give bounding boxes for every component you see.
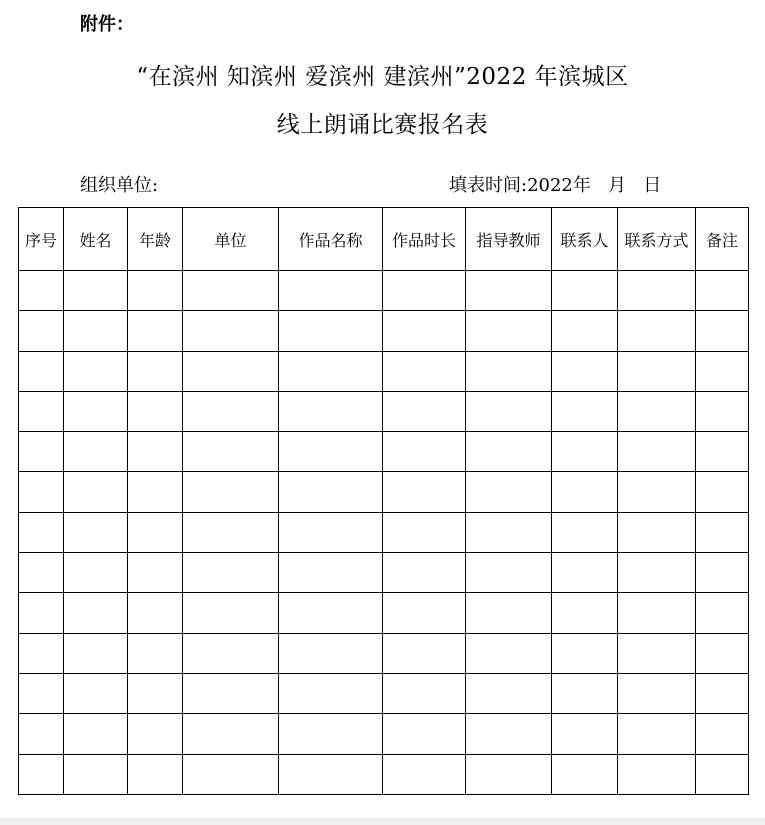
table-row (19, 311, 749, 351)
table-cell (279, 512, 383, 552)
table-cell (183, 714, 279, 754)
fill-time-label: 填表时间:2022年 月 日 (449, 175, 662, 196)
table-cell (279, 351, 383, 391)
table-cell (183, 593, 279, 633)
table-cell (128, 633, 183, 673)
table-cell (552, 673, 618, 713)
table-cell (618, 432, 696, 472)
table-cell (19, 512, 64, 552)
table-cell (279, 271, 383, 311)
table-cell (552, 553, 618, 593)
table-cell (183, 633, 279, 673)
table-header-row (19, 208, 749, 271)
table-cell (618, 472, 696, 512)
column-header-contact-person: 联系人 (552, 208, 618, 271)
table-cell (128, 432, 183, 472)
table-cell (128, 512, 183, 552)
table-cell (696, 754, 749, 794)
table-row (19, 391, 749, 431)
table-cell (64, 754, 128, 794)
table-cell (696, 714, 749, 754)
page-bottom-edge (0, 818, 765, 825)
table-row (19, 472, 749, 512)
table-cell (128, 271, 183, 311)
table-cell (19, 673, 64, 713)
table-cell (279, 472, 383, 512)
table-cell (128, 593, 183, 633)
table-cell (183, 432, 279, 472)
column-header-unit: 单位 (183, 208, 279, 271)
table-cell (552, 714, 618, 754)
table-cell (466, 673, 552, 713)
table-cell (19, 432, 64, 472)
table-cell (279, 673, 383, 713)
table-cell (279, 432, 383, 472)
table-cell (19, 271, 64, 311)
table-cell (279, 714, 383, 754)
table-cell (383, 472, 466, 512)
table-cell (466, 472, 552, 512)
table-row (19, 512, 749, 552)
table-cell (383, 271, 466, 311)
table-cell (466, 714, 552, 754)
table-cell (279, 593, 383, 633)
column-header-name: 姓名 (64, 208, 128, 271)
table-cell (552, 512, 618, 552)
column-header-work-duration: 作品时长 (383, 208, 466, 271)
table-cell (618, 673, 696, 713)
table-cell (64, 633, 128, 673)
table-cell (466, 754, 552, 794)
table-cell (183, 351, 279, 391)
table-cell (19, 593, 64, 633)
table-cell (552, 633, 618, 673)
table-cell (618, 633, 696, 673)
table-cell (279, 553, 383, 593)
table-cell (19, 754, 64, 794)
table-cell (383, 351, 466, 391)
table-row (19, 633, 749, 673)
table-cell (19, 391, 64, 431)
table-cell (618, 553, 696, 593)
table-cell (696, 271, 749, 311)
table-cell (64, 391, 128, 431)
table-cell (128, 714, 183, 754)
table-cell (696, 593, 749, 633)
table-cell (618, 714, 696, 754)
column-header-work-title: 作品名称 (279, 208, 383, 271)
table-cell (552, 472, 618, 512)
table-cell (19, 553, 64, 593)
table-cell (383, 553, 466, 593)
table-cell (466, 311, 552, 351)
table-row (19, 673, 749, 713)
table-cell (279, 311, 383, 351)
table-cell (183, 271, 279, 311)
table-cell (128, 391, 183, 431)
table-cell (618, 391, 696, 431)
table-cell (183, 553, 279, 593)
table-cell (183, 512, 279, 552)
table-cell (696, 673, 749, 713)
table-cell (466, 271, 552, 311)
table-cell (383, 633, 466, 673)
table-cell (19, 351, 64, 391)
table-cell (383, 432, 466, 472)
table-row (19, 553, 749, 593)
table-cell (64, 311, 128, 351)
table-cell (383, 391, 466, 431)
table-cell (552, 351, 618, 391)
table-cell (696, 432, 749, 472)
form-title-line-1: “在滨州 知滨州 爱滨州 建滨州”2022 年滨城区 (136, 64, 629, 90)
table-cell (64, 512, 128, 552)
table-cell (696, 391, 749, 431)
table-cell (618, 512, 696, 552)
table-cell (466, 432, 552, 472)
table-cell (552, 311, 618, 351)
table-row (19, 271, 749, 311)
table-cell (383, 714, 466, 754)
form-title-line-2: 线上朗诵比赛报名表 (276, 112, 489, 138)
table-cell (696, 472, 749, 512)
column-header-instructor: 指导教师 (466, 208, 552, 271)
table-cell (128, 553, 183, 593)
table-cell (279, 754, 383, 794)
table-cell (618, 593, 696, 633)
table-cell (383, 311, 466, 351)
table-row (19, 714, 749, 754)
table-cell (466, 593, 552, 633)
column-header-age: 年龄 (128, 208, 183, 271)
table-cell (64, 714, 128, 754)
table-cell (64, 432, 128, 472)
table-cell (618, 351, 696, 391)
table-cell (64, 351, 128, 391)
table-cell (552, 271, 618, 311)
table-cell (128, 472, 183, 512)
table-cell (552, 432, 618, 472)
table-cell (383, 593, 466, 633)
table-cell (19, 714, 64, 754)
table-cell (618, 271, 696, 311)
table-cell (383, 673, 466, 713)
table-cell (183, 391, 279, 431)
table-cell (19, 633, 64, 673)
table-cell (128, 754, 183, 794)
table-cell (696, 311, 749, 351)
table-cell (128, 311, 183, 351)
table-cell (183, 472, 279, 512)
column-header-contact-info: 联系方式 (618, 208, 696, 271)
table-cell (466, 512, 552, 552)
table-cell (552, 593, 618, 633)
table-cell (64, 593, 128, 633)
table-cell (19, 472, 64, 512)
table-cell (466, 351, 552, 391)
table-cell (552, 391, 618, 431)
table-cell (696, 553, 749, 593)
table-cell (618, 754, 696, 794)
table-cell (696, 351, 749, 391)
organization-label: 组织单位: (80, 175, 159, 196)
table-cell (618, 311, 696, 351)
attachment-label: 附件： (80, 14, 134, 35)
table-cell (696, 633, 749, 673)
table-cell (279, 391, 383, 431)
table-cell (19, 311, 64, 351)
registration-table (18, 207, 749, 795)
table-cell (383, 754, 466, 794)
table-cell (183, 311, 279, 351)
table-row (19, 432, 749, 472)
table-row (19, 351, 749, 391)
table-cell (128, 351, 183, 391)
table-cell (383, 512, 466, 552)
column-header-remarks: 备注 (696, 208, 749, 271)
table-row (19, 593, 749, 633)
table-cell (466, 391, 552, 431)
table-cell (64, 553, 128, 593)
table-cell (183, 754, 279, 794)
table-cell (183, 673, 279, 713)
table-cell (64, 271, 128, 311)
table-row (19, 754, 749, 794)
table-cell (279, 633, 383, 673)
table-cell (64, 472, 128, 512)
table-cell (552, 754, 618, 794)
table-cell (466, 633, 552, 673)
table-cell (128, 673, 183, 713)
column-header-index: 序号 (19, 208, 64, 271)
table-cell (466, 553, 552, 593)
table-cell (696, 512, 749, 552)
table-cell (64, 673, 128, 713)
